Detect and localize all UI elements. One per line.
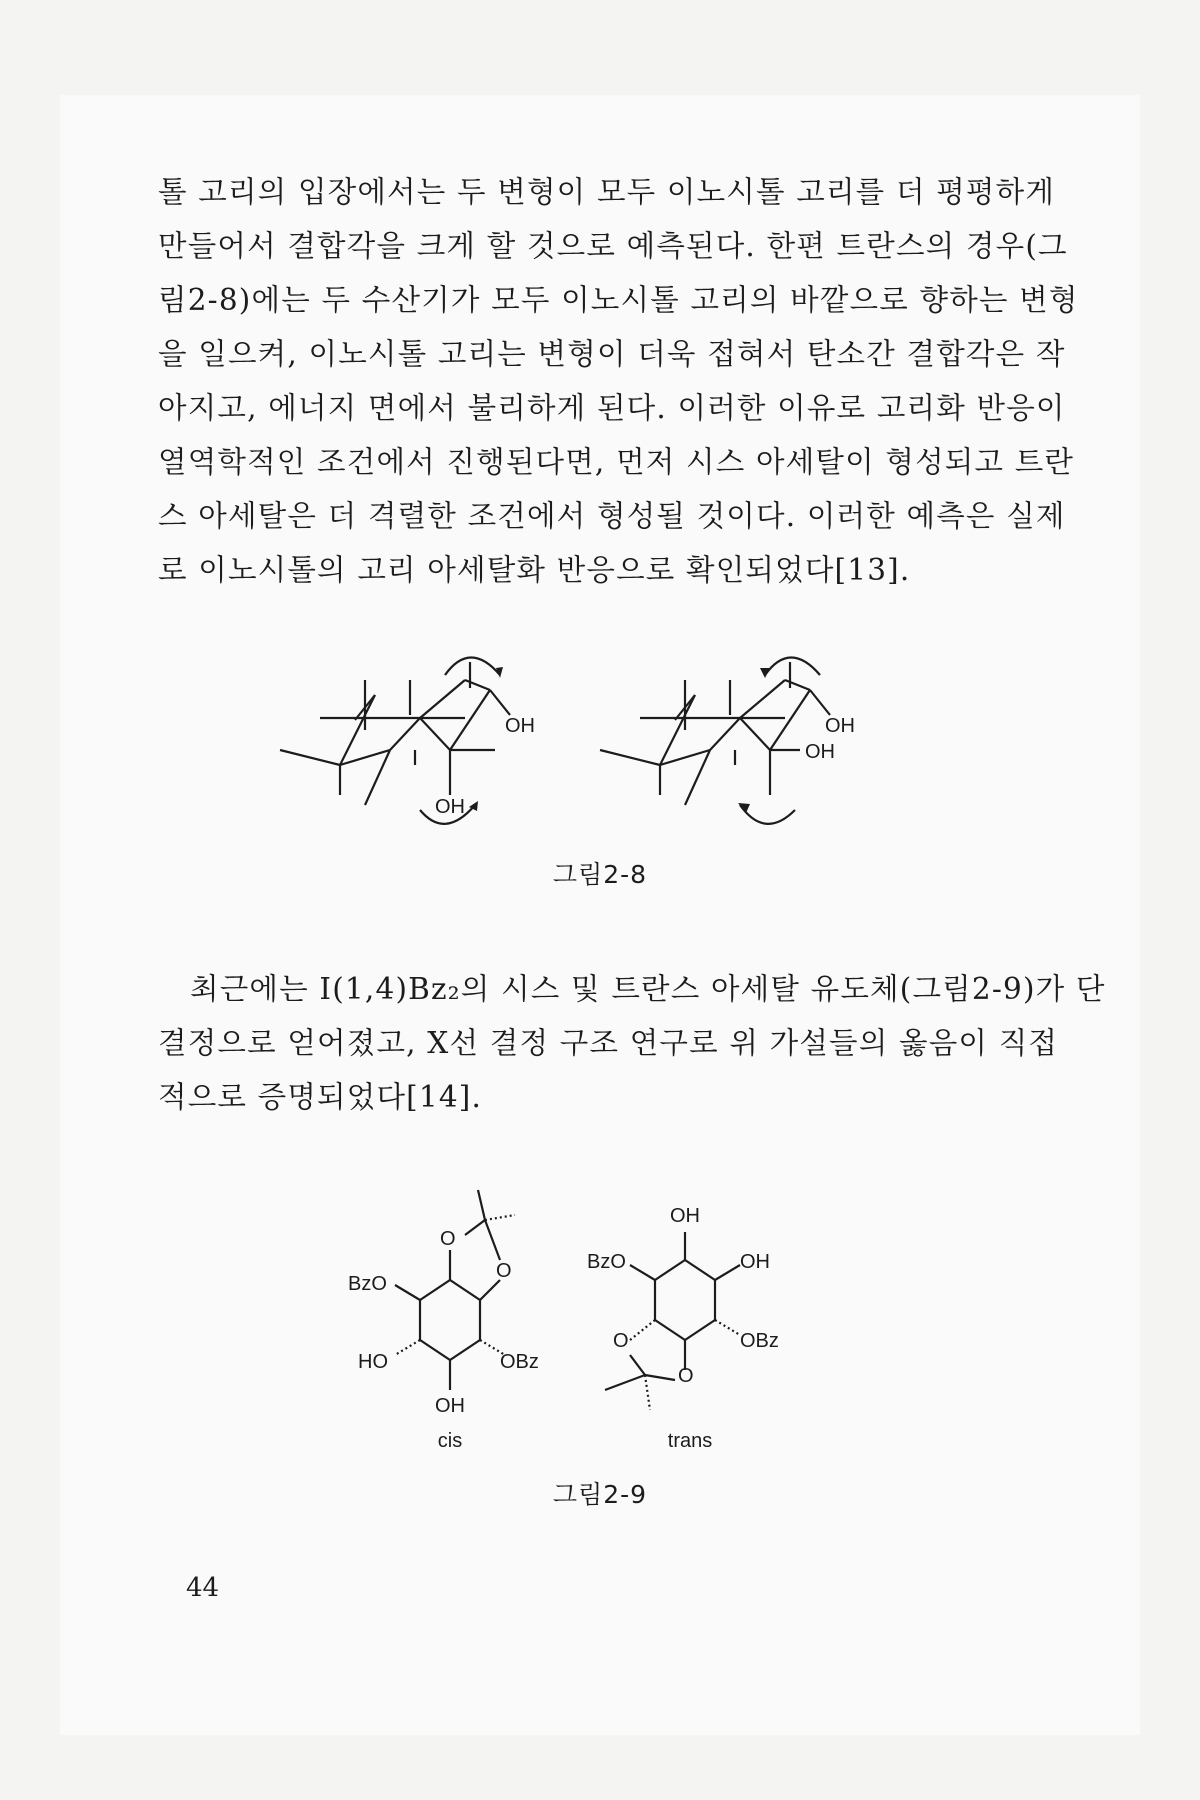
left-chair-structure	[280, 658, 535, 824]
cis-oh-label: OH	[435, 1395, 465, 1417]
trans-caption: trans	[667, 1430, 713, 1450]
paragraph-2	[158, 962, 1106, 1124]
figure-2-8	[260, 600, 940, 840]
cis-bzo-label: BzO	[348, 1273, 387, 1295]
right-chair-structure	[600, 658, 855, 824]
text-line: 을 일으켜, 이노시톨 고리는 변형이 더욱 접혀서 탄소간 결합각은 작	[158, 337, 1066, 371]
trans-structure	[587, 1205, 779, 1450]
text-line: 로 이노시톨의 고리 아세탈화 반응으로 확인되었다[13].	[158, 553, 911, 587]
trans-o-left-label: O	[613, 1330, 629, 1352]
figure-2-9-caption: 그림2-9	[552, 1480, 648, 1509]
trans-oh-right-label: OH	[740, 1251, 770, 1273]
figure-2-9-drawing	[300, 1150, 920, 1450]
trans-oh-top-label: OH	[670, 1205, 700, 1227]
text-line: 적으로 증명되었다[14].	[158, 1080, 483, 1114]
paragraph-1	[158, 165, 1079, 597]
text-line: 결정으로 얻어졌고, X선 결정 구조 연구로 위 가설들의 옳음이 직접	[158, 1026, 1059, 1060]
left-oh-right-label: OH	[505, 715, 535, 737]
figure-2-9	[300, 1150, 920, 1450]
text-line: 아지고, 에너지 면에서 불리하게 된다. 이러한 이유로 고리화 반응이	[158, 391, 1066, 425]
figure-2-8-caption: 그림2-8	[552, 860, 648, 889]
text-line: 림2-8)에는 두 수산기가 모두 이노시톨 고리의 바깥으로 향하는 변형	[158, 283, 1079, 317]
right-oh-upper-label: OH	[825, 715, 855, 737]
figure-2-8-drawing	[260, 600, 940, 840]
cis-ho-label: HO	[358, 1351, 388, 1373]
cis-o-top-label: O	[440, 1228, 456, 1250]
page-number: 44	[186, 1573, 220, 1603]
text-line: 스 아세탈은 더 격렬한 조건에서 형성될 것이다. 이러한 예측은 실제	[158, 499, 1066, 533]
cis-obz-label: OBz	[500, 1351, 539, 1373]
cis-structure	[348, 1190, 539, 1450]
left-oh-bottom-label: OH	[435, 796, 465, 818]
cis-o-right-label: O	[496, 1260, 512, 1282]
trans-obz-label: OBz	[740, 1330, 779, 1352]
text-line: 만들어서 결합각을 크게 할 것으로 예측된다. 한편 트란스의 경우(그	[158, 229, 1068, 263]
text-line: 최근에는 I(1,4)Bz₂의 시스 및 트란스 아세탈 유도체(그림2-9)가 단	[190, 972, 1106, 1006]
trans-o-bottom-label: O	[678, 1365, 694, 1387]
right-oh-lower-label: OH	[805, 741, 835, 763]
cis-caption: cis	[437, 1430, 463, 1450]
trans-bzo-label: BzO	[587, 1251, 626, 1273]
text-line: 톨 고리의 입장에서는 두 변형이 모두 이노시톨 고리를 더 평평하게	[158, 175, 1056, 209]
text-line: 열역학적인 조건에서 진행된다면, 먼저 시스 아세탈이 형성되고 트란	[158, 445, 1075, 479]
